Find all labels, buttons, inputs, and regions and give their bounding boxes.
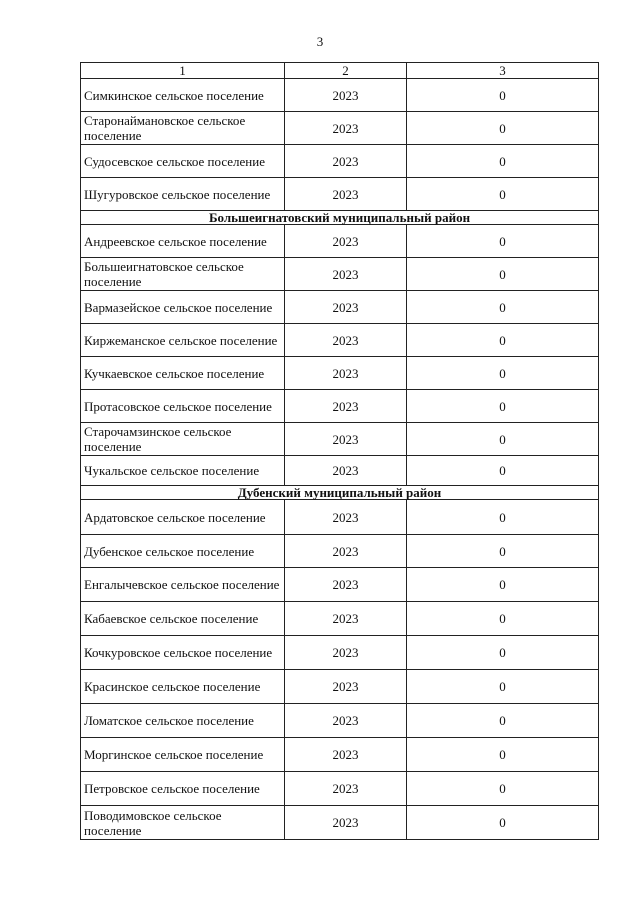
year-cell: 2023	[285, 772, 407, 806]
section-row	[81, 211, 599, 225]
value-cell: 0	[407, 357, 599, 390]
year-cell: 2023	[285, 602, 407, 636]
value-cell: 0	[407, 568, 599, 602]
year-cell: 2023	[285, 357, 407, 390]
table-row	[81, 636, 599, 670]
value-cell: 0	[407, 390, 599, 423]
header-row	[81, 63, 599, 79]
table-body	[81, 79, 599, 840]
year-cell: 2023	[285, 456, 407, 486]
section-title: Большеигнатовский муниципальный район	[81, 211, 599, 225]
table-row	[81, 112, 599, 145]
year-cell: 2023	[285, 704, 407, 738]
year-cell: 2023	[285, 568, 407, 602]
settlements-table	[80, 62, 599, 840]
header-col-3: 3	[407, 63, 599, 79]
year-cell: 2023	[285, 500, 407, 535]
settlement-name: Чукальское сельское поселение	[81, 456, 285, 486]
table-row	[81, 670, 599, 704]
settlement-name: Петровское сельское поселение	[81, 772, 285, 806]
table-row	[81, 738, 599, 772]
table-row	[81, 806, 599, 840]
settlement-name: Симкинское сельское поселение	[81, 79, 285, 112]
year-cell: 2023	[285, 291, 407, 324]
table-row	[81, 772, 599, 806]
year-cell: 2023	[285, 535, 407, 568]
settlement-name: Дубенское сельское поселение	[81, 535, 285, 568]
value-cell: 0	[407, 423, 599, 456]
value-cell: 0	[407, 772, 599, 806]
year-cell: 2023	[285, 738, 407, 772]
value-cell: 0	[407, 535, 599, 568]
value-cell: 0	[407, 636, 599, 670]
settlement-name: Большеигнатовское сельское поселение	[81, 258, 285, 291]
settlement-name: Моргинское сельское поселение	[81, 738, 285, 772]
value-cell: 0	[407, 324, 599, 357]
table-row	[81, 225, 599, 258]
value-cell: 0	[407, 602, 599, 636]
value-cell: 0	[407, 500, 599, 535]
table-row	[81, 456, 599, 486]
settlement-name: Киржеманское сельское поселение	[81, 324, 285, 357]
value-cell: 0	[407, 178, 599, 211]
table-row	[81, 291, 599, 324]
year-cell: 2023	[285, 390, 407, 423]
year-cell: 2023	[285, 670, 407, 704]
value-cell: 0	[407, 670, 599, 704]
table-row	[81, 568, 599, 602]
settlement-name: Кочкуровское сельское поселение	[81, 636, 285, 670]
value-cell: 0	[407, 291, 599, 324]
table-row	[81, 258, 599, 291]
year-cell: 2023	[285, 178, 407, 211]
table-row	[81, 704, 599, 738]
value-cell: 0	[407, 806, 599, 840]
value-cell: 0	[407, 112, 599, 145]
year-cell: 2023	[285, 79, 407, 112]
table-row	[81, 535, 599, 568]
value-cell: 0	[407, 456, 599, 486]
section-row	[81, 486, 599, 500]
settlement-name: Протасовское сельское поселение	[81, 390, 285, 423]
settlement-name: Енгалычевское сельское поселение	[81, 568, 285, 602]
table-row	[81, 178, 599, 211]
settlement-name: Андреевское сельское поселение	[81, 225, 285, 258]
table-row	[81, 324, 599, 357]
value-cell: 0	[407, 79, 599, 112]
value-cell: 0	[407, 738, 599, 772]
settlement-name: Судосевское сельское поселение	[81, 145, 285, 178]
settlement-name: Ломатское сельское поселение	[81, 704, 285, 738]
header-col-2: 2	[285, 63, 407, 79]
section-title: Дубенский муниципальный район	[81, 486, 599, 500]
settlement-name: Вармазейское сельское поселение	[81, 291, 285, 324]
year-cell: 2023	[285, 225, 407, 258]
settlement-name: Ардатовское сельское поселение	[81, 500, 285, 535]
settlement-name: Шугуровское сельское поселение	[81, 178, 285, 211]
value-cell: 0	[407, 258, 599, 291]
table-row	[81, 79, 599, 112]
page-number: 3	[316, 34, 324, 49]
settlement-name: Старонаймановское сельское поселение	[81, 112, 285, 145]
year-cell: 2023	[285, 112, 407, 145]
table-row	[81, 145, 599, 178]
value-cell: 0	[407, 225, 599, 258]
year-cell: 2023	[285, 145, 407, 178]
table-row	[81, 602, 599, 636]
value-cell: 0	[407, 145, 599, 178]
table-row	[81, 390, 599, 423]
table-row	[81, 423, 599, 456]
value-cell: 0	[407, 704, 599, 738]
year-cell: 2023	[285, 258, 407, 291]
table-row	[81, 500, 599, 535]
header-col-1: 1	[81, 63, 285, 79]
settlement-name: Старочамзинское сельское поселение	[81, 423, 285, 456]
year-cell: 2023	[285, 806, 407, 840]
year-cell: 2023	[285, 423, 407, 456]
table-row	[81, 357, 599, 390]
year-cell: 2023	[285, 636, 407, 670]
settlement-name: Поводимовское сельское поселение	[81, 806, 285, 840]
settlement-name: Кучкаевское сельское поселение	[81, 357, 285, 390]
year-cell: 2023	[285, 324, 407, 357]
settlement-name: Кабаевское сельское поселение	[81, 602, 285, 636]
settlement-name: Красинское сельское поселение	[81, 670, 285, 704]
